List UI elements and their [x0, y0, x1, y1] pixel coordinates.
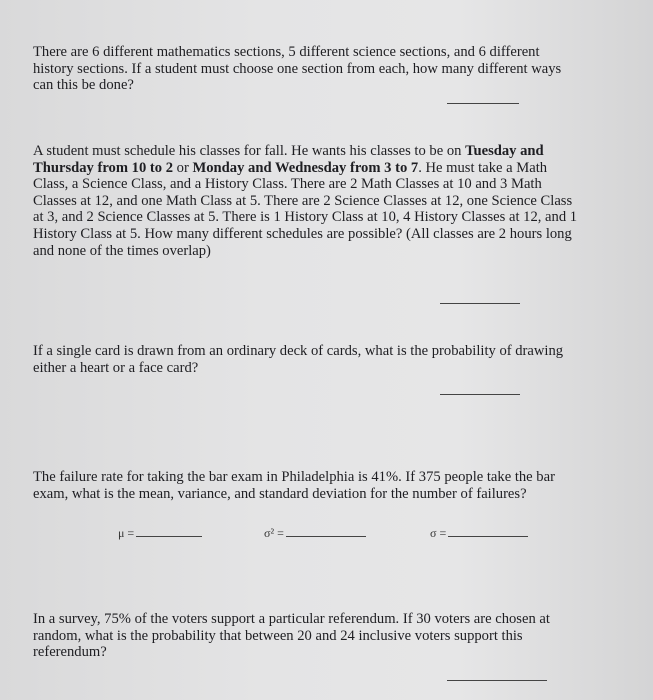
problem-2-rest: . He must take a Math Class, a Science Class, and a History Class. There are 2 Math Classes at 10 and 3 Math Classes at 12, and one Math Class at 5. There are 2 Science Classes at 12, one Science Class at 3, and 2 Science Classes at 5. There is 1 History Class at 10, 4 History Classes at 12, and 1 History Class at 5. How many different schedules are possible? (All classes are 2 hours long and none of the times overlap): [33, 159, 578, 259]
problem-4-text: The failure rate for taking the bar exam in Philadelphia is 41%. If 375 people take the bar exam, what is the mean, variance, and standard deviation for the number of failures?: [33, 469, 555, 502]
variance-blank[interactable]: [286, 536, 366, 537]
mean-label: μ =: [118, 526, 135, 540]
problem-2-text: [33, 143, 578, 259]
problem-2-or: or: [173, 159, 193, 176]
problem-1-text: There are 6 different mathematics sections, 5 different science sections, and 6 different history sections. If a student must choose one section from each, how many different ways can this be done?: [33, 44, 562, 94]
problem-5: [33, 611, 573, 661]
problem-3-text: If a single card is drawn from an ordinary deck of cards, what is the probability of drawing either a heart or a face card?: [33, 343, 564, 376]
mean-blank[interactable]: [136, 536, 202, 537]
variance-answer[interactable]: [264, 526, 366, 541]
std-dev-answer[interactable]: [430, 526, 528, 541]
problem-3: [33, 343, 573, 376]
mean-answer[interactable]: [118, 526, 202, 541]
answer-blank-3[interactable]: [440, 394, 520, 395]
problem-2-bold-time-1: Tuesday and Thursday from 10 to 2: [33, 143, 544, 176]
problem-2-intro: A student must schedule his classes for fall. He wants his classes to be on: [33, 143, 462, 159]
std-dev-label: σ =: [430, 526, 447, 540]
problem-5-text: In a survey, 75% of the voters support a particular referendum. If 30 voters are chosen at random, what is the probability that between 20 and 24 inclusive voters support this referendum?: [33, 611, 550, 661]
std-dev-blank[interactable]: [448, 536, 528, 537]
problem-2: [33, 143, 578, 259]
answer-blank-5[interactable]: [447, 680, 547, 681]
variance-label: σ² =: [264, 526, 284, 540]
problem-4: [33, 469, 573, 502]
problem-1: [33, 44, 573, 94]
problem-2-bold-time-2: Monday and Wednesday from 3 to 7: [192, 159, 419, 176]
answer-blank-1[interactable]: [447, 103, 519, 104]
answer-blank-2[interactable]: [440, 303, 520, 304]
